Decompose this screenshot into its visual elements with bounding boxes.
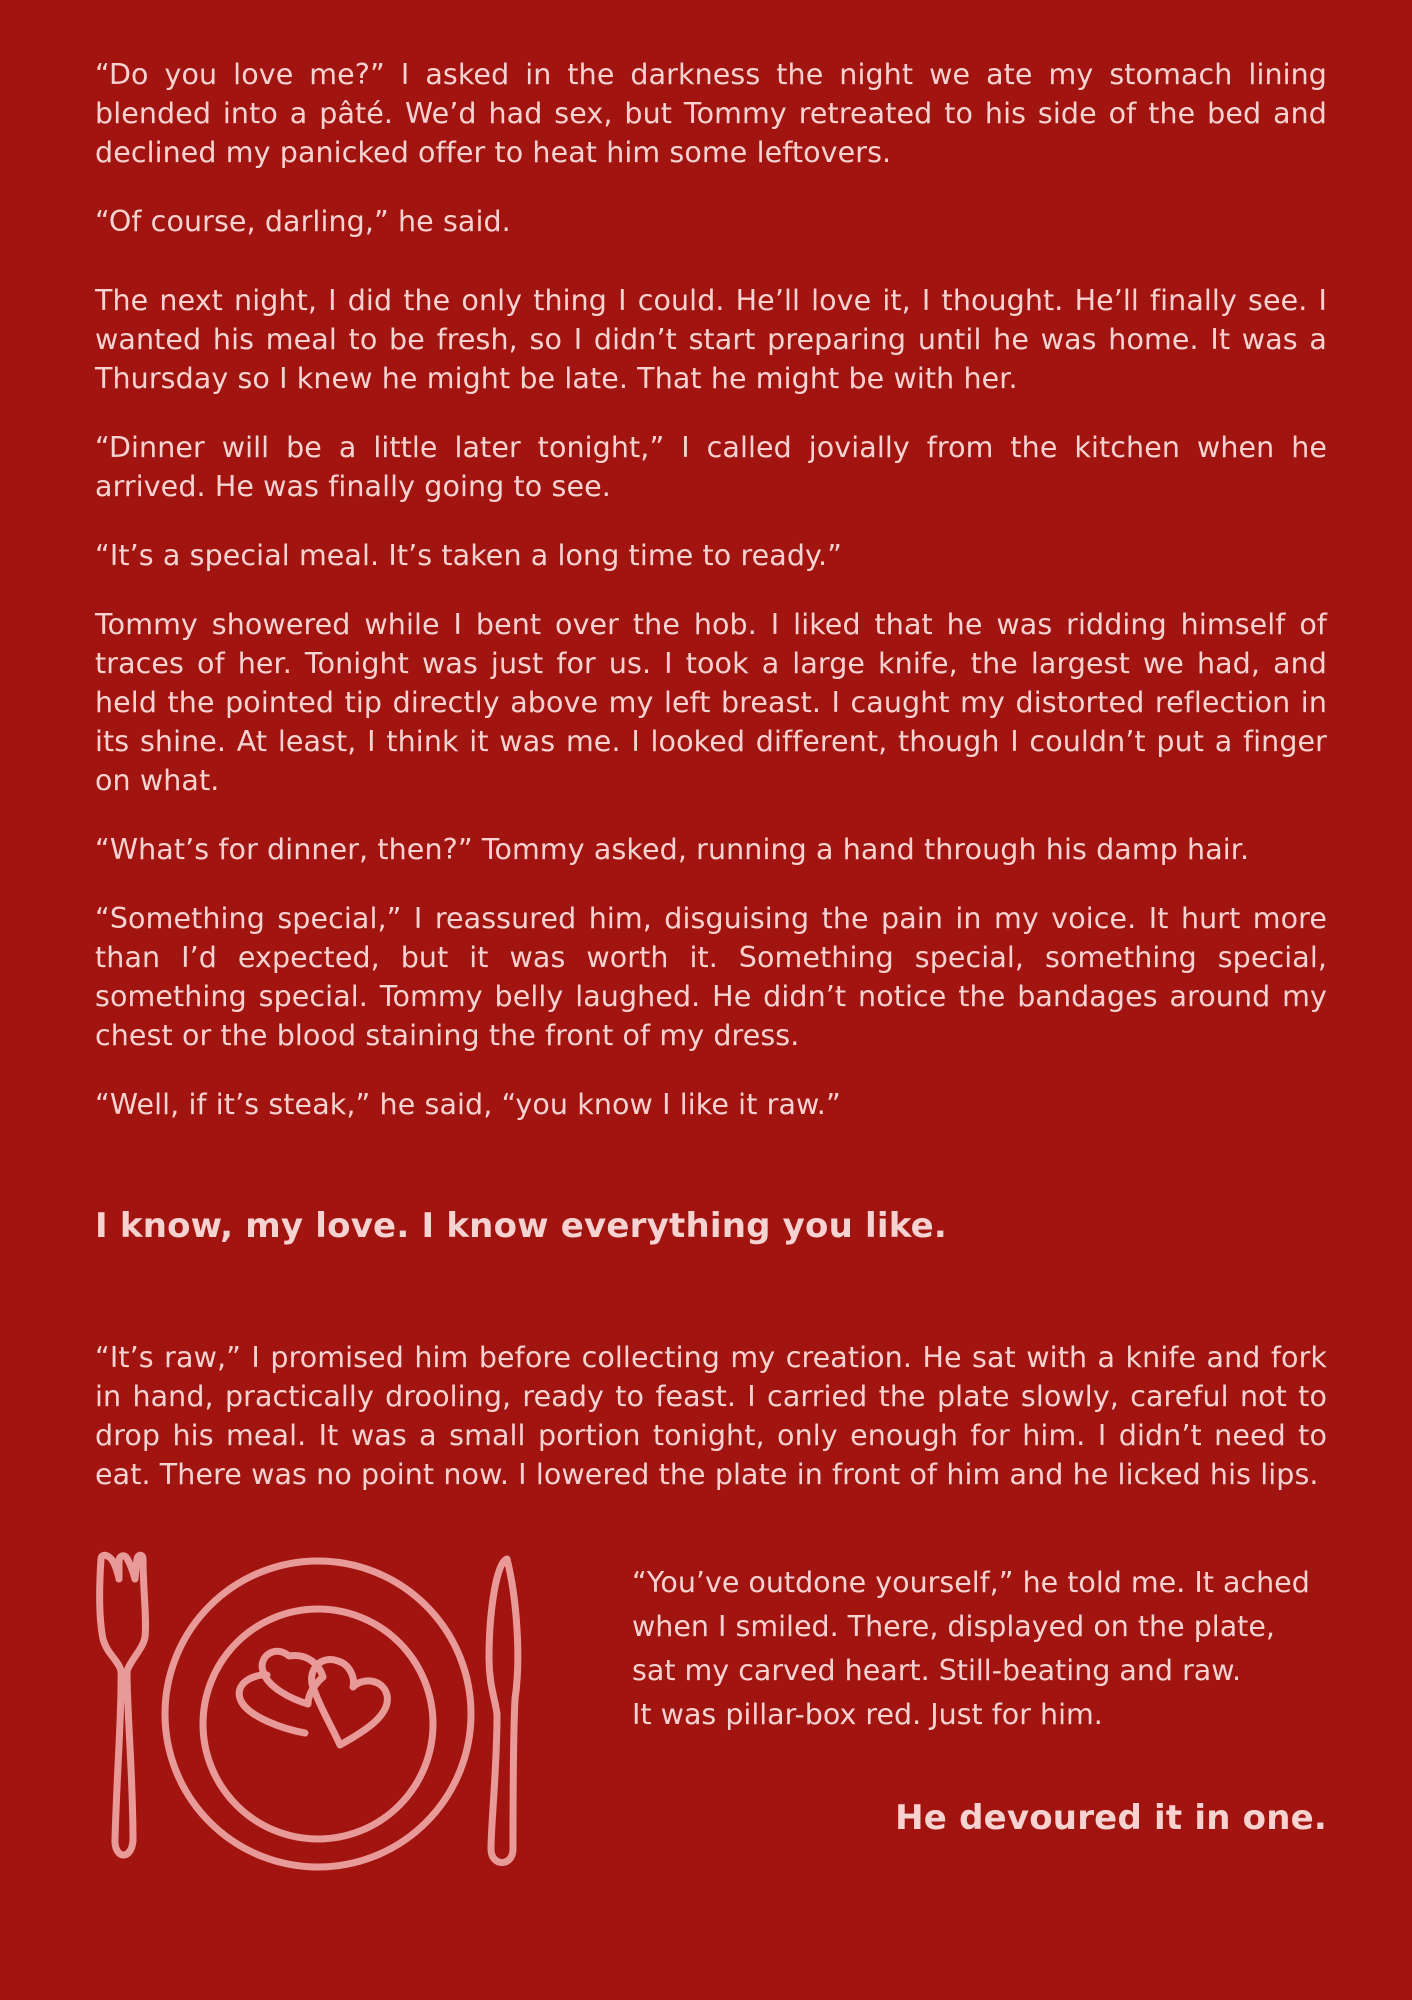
closing-section xyxy=(95,1549,1327,1879)
closing-line-1: “You’ve outdone yourself,” he told me. It ached xyxy=(632,1566,1310,1599)
paragraph-3: The next night, I did the only thing I could. He’ll love it, I thought. He’ll finally see. I wanted his meal to be fresh, so I didn’t start preparing until he was home. It was a Thursday so I knew he might be late. That he might be with her. xyxy=(95,284,1327,395)
closing-line-4: It was pillar-box red. Just for him. xyxy=(632,1698,1103,1731)
emphasis-line: I know, my love. I know everything you like. xyxy=(95,1206,948,1246)
paragraph-7: “What’s for dinner, then?” Tommy asked, running a hand through his damp hair. xyxy=(95,833,1250,866)
paragraph-after-emphasis: “It’s raw,” I promised him before collecting my creation. He sat with a knife and fork in hand, practically drooling, ready to feast. I carried the plate slowly, careful not to drop his meal. It was a small portion tonight, only enough for him. I didn’t need to eat. There was no point now. I lowered the plate in front of him and he licked his lips. xyxy=(95,1341,1327,1491)
plate-inner-icon xyxy=(203,1609,433,1839)
paragraph-9: “Well, if it’s steak,” he said, “you know I like it raw.” xyxy=(95,1088,841,1121)
paragraph-5: “It’s a special meal. It’s taken a long time to ready.” xyxy=(95,539,842,572)
knife-icon xyxy=(489,1559,518,1863)
closing-paragraph xyxy=(632,1561,1327,1737)
closing-line-2: when I smiled. There, displayed on the plate, xyxy=(632,1610,1275,1643)
final-line: He devoured it in one. xyxy=(895,1798,1327,1838)
closing-line-3: sat my carved heart. Still-beating and raw. xyxy=(632,1654,1242,1687)
fork-icon xyxy=(100,1555,146,1855)
paragraph-8: “Something special,” I reassured him, disguising the pain in my voice. It hurt more than I’d expected, but it was worth it. Something special, something special, something special. Tommy belly laughed. He didn’t notice the bandages around my chest or the blood staining the front of my dress. xyxy=(95,902,1327,1052)
paragraph-6: Tommy showered while I bent over the hob. I liked that he was ridding himself of traces of her. Tonight was just for us. I took a large knife, the largest we had, and held the pointed tip directly above my left breast. I caught my distorted reflection in its shine. At least, I think it was me. I looked different, though I couldn’t put a finger on what. xyxy=(95,608,1327,797)
paragraph-1: “Do you love me?” I asked in the darkness the night we ate my stomach lining blended into a pâté. We’d had sex, but Tommy retreated to his side of the bed and declined my panicked offer to heat him some leftovers. xyxy=(95,58,1327,169)
plate-with-hearts-fork-knife-icon xyxy=(93,1549,533,1879)
paragraph-4: “Dinner will be a little later tonight,” I called jovially from the kitchen when he arrived. He was finally going to see. xyxy=(95,431,1327,503)
paragraph-2: “Of course, darling,” he said. xyxy=(95,205,511,238)
